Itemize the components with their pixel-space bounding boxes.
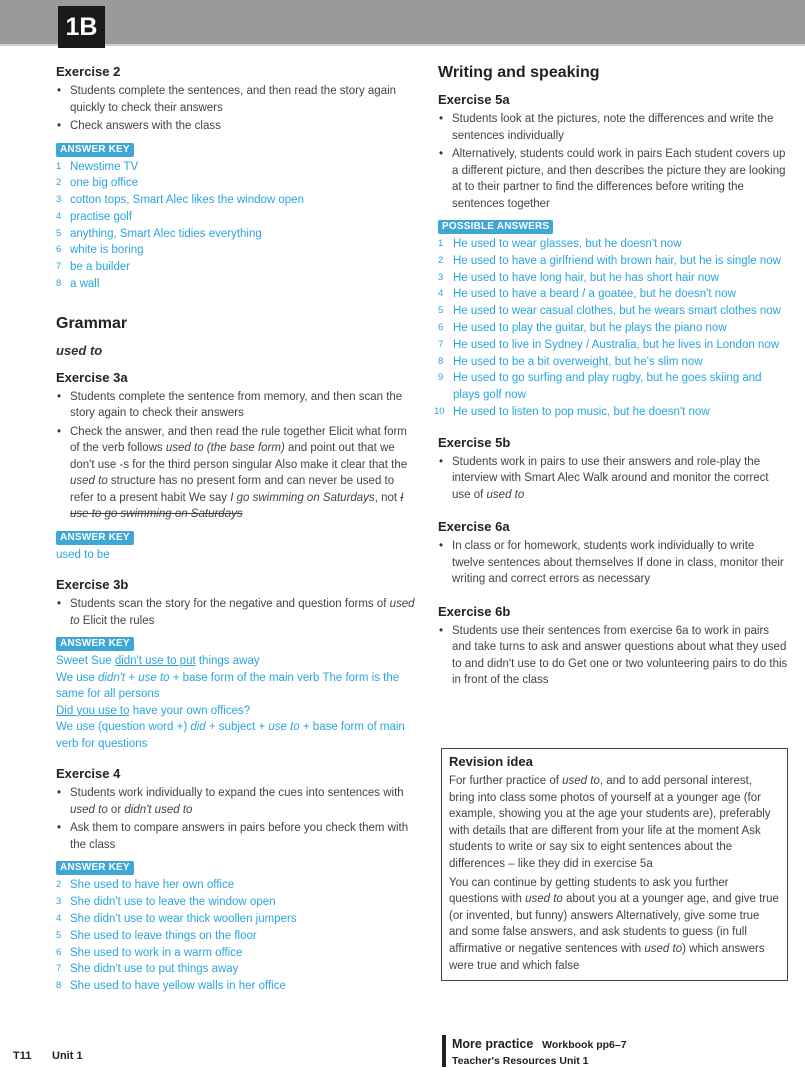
- bullet-item: • Alternatively, students could work in pairs Each student covers up a different picture, and then describes the picture they are looking at to their partner to find the differences before writing the sentences together: [438, 146, 790, 212]
- bullet-item: • Check the answer, and then read the rule together Elicit what form of the verb follows used to (the base form) and point out that we don't use -s for the third person singular Also make it clear that the used to structure has no present form and can never be used to refer to a present habit We say I go swimming on Saturdays, not I use to go swimming on Saturdays: [56, 424, 416, 523]
- answer-item: 6 white is boring: [56, 244, 144, 257]
- answer-item: 8 a wall: [56, 278, 100, 291]
- revision-idea-box: [441, 748, 788, 981]
- workbook-ref: Workbook pp6–7: [542, 1039, 627, 1051]
- unit-tab: 1B: [58, 6, 105, 48]
- answer-item: 4 He used to have a beard / a goatee, but he doesn't now: [438, 288, 736, 301]
- bullet-item: • Students work individually to expand the cues into sentences with used to or didn't used to: [56, 785, 416, 818]
- right-column: [434, 64, 790, 691]
- bullet-item: • Students work in pairs to use their answers and role-play the interview with Smart Alec Walk around and monitor the correct use of used to: [438, 454, 790, 504]
- exercise-3a: [56, 370, 416, 564]
- answer-item: 1 He used to wear glasses, but he doesn't now: [438, 238, 682, 250]
- answer-item: 3 He used to have long hair, but he has short hair now: [438, 271, 719, 284]
- revision-paragraph: You can continue by getting students to ask you further questions with used to about you at a younger age, and give true (or invented, but funny) answers Alternatively, give some true and some false answers, and ask students to guess (in full affirmative or negative sentences with used to) which answers were true and which false: [449, 876, 779, 972]
- bullet-item: • Students look at the pictures, note the differences and write the sentences individually: [438, 111, 790, 144]
- exercise-title: Exercise 3a: [56, 369, 128, 385]
- answer-item: 5 He used to wear casual clothes, but he wears smart clothes now: [438, 305, 781, 318]
- exercise-title: Exercise 6a: [438, 519, 510, 535]
- writing-speaking-heading: Writing and speaking: [438, 64, 600, 81]
- resources-ref: Teacher's Resources Unit 1: [452, 1055, 589, 1067]
- answer-item: 7 be a builder: [56, 261, 131, 274]
- header-bar: [0, 0, 805, 44]
- answer-item: 1 Newstime TV: [56, 160, 139, 173]
- answer-item: 8 She used to have yellow walls in her office: [56, 980, 286, 993]
- answer-item: 6 He used to play the guitar, but he plays the piano now: [438, 321, 727, 334]
- answer-line: Did you use to have your own offices?: [56, 704, 251, 717]
- bullet-item: • Check answers with the class: [56, 118, 416, 135]
- header-strip: [0, 44, 805, 46]
- bullet-item: • Ask them to compare answers in pairs before you check them with the class: [56, 820, 416, 853]
- answer-list: [56, 159, 416, 293]
- bullet-item: • Students complete the sentence from memory, and then scan the story again to check their answers: [56, 389, 416, 422]
- bullet-item: • In class or for homework, students work individually to write twelve sentences about themselves If done in class, monitor their writing and correct errors as necessary: [438, 538, 790, 588]
- answer-item: 5 anything, Smart Alec tidies everything: [56, 227, 262, 240]
- revision-title: Revision idea: [449, 754, 533, 769]
- answer-item: 9 He used to go surfing and play rugby, but he goes skiing and plays golf now: [438, 372, 762, 402]
- footer-unit: Unit 1: [52, 1050, 83, 1062]
- answer-item: 10 He used to listen to pop music, but he doesn't now: [434, 405, 710, 418]
- grammar-subtitle: used to: [56, 342, 103, 358]
- exercise-title: Exercise 4: [56, 766, 121, 782]
- answer-item: 4 She didn't use to wear thick woollen jumpers: [56, 912, 297, 925]
- answer-list: [434, 236, 790, 421]
- answer-item: 3 She didn't use to leave the window open: [56, 896, 276, 909]
- answer-item: 8 He used to be a bit overweight, but he's slim now: [438, 355, 703, 368]
- answer-line: We use didn't + use to + base form of the main verb The form is the same for all persons: [56, 671, 400, 701]
- answer-item: 2 She used to have her own office: [56, 879, 235, 892]
- answer-item: 4 practise golf: [56, 210, 133, 223]
- answer-line: Sweet Sue didn't use to put things away: [56, 655, 260, 668]
- exercise-3b: [56, 577, 416, 752]
- exercise-5b: [438, 435, 790, 504]
- more-practice-box: [442, 1035, 627, 1067]
- revision-paragraph: For further practice of used to, and to add personal interest, bring into class some photos of yourself at a younger age (for example, showing you at the age your students are), preferably with details that are different from your life at the moment Ask students to write or say six to eight sentences about the differences – like they did in exercise 5a: [449, 775, 771, 870]
- answer-key-badge: ANSWER KEY: [56, 637, 134, 651]
- answer-item: 3 cotton tops, Smart Alec likes the window open: [56, 194, 304, 207]
- answer-item: 5 She used to leave things on the floor: [56, 929, 257, 942]
- exercise-title: Exercise 3b: [56, 577, 129, 593]
- grammar-heading: Grammar: [56, 314, 128, 332]
- bullet-item: • Students complete the sentences, and then read the story again quickly to check their answers: [56, 83, 416, 116]
- answer-item: 7 She didn't use to put things away: [56, 963, 239, 976]
- page-number: T11: [13, 1050, 32, 1062]
- exercise-title: Exercise 5b: [438, 434, 511, 450]
- bullet-item: • Students use their sentences from exercise 6a to work in pairs and take turns to ask and answer questions about what they used to and didn't use to do Get one or two volunteering pairs to do this in front of the class: [438, 623, 790, 689]
- answer-item: 7 He used to live in Sydney / Australia, but he lives in London now: [438, 338, 780, 351]
- bullet-item: • Students scan the story for the negative and question forms of used to Elicit the rules: [56, 596, 416, 629]
- possible-answers-badge: POSSIBLE ANSWERS: [438, 220, 553, 234]
- exercise-title: Exercise 2: [56, 64, 121, 79]
- exercise-title: Exercise 6b: [438, 603, 511, 619]
- answer-text: used to be: [56, 548, 110, 561]
- answer-list: [56, 877, 416, 995]
- exercise-4: [56, 766, 416, 995]
- more-practice-label: More practice: [452, 1037, 534, 1051]
- exercise-6a: [438, 519, 790, 588]
- answer-item: 6 She used to work in a warm office: [56, 946, 243, 959]
- answer-item: 2 one big office: [56, 177, 139, 190]
- exercise-6b: [438, 604, 790, 689]
- exercise-5a: [434, 92, 790, 421]
- exercise-title: Exercise 5a: [438, 92, 510, 107]
- left-column: [56, 64, 416, 995]
- answer-key-badge: ANSWER KEY: [56, 143, 134, 157]
- exercise-2: [56, 64, 416, 293]
- answer-item: 2 He used to have a girlfriend with brown hair, but he is single now: [438, 254, 781, 267]
- answer-key-badge: ANSWER KEY: [56, 861, 134, 875]
- answer-key-badge: ANSWER KEY: [56, 531, 134, 545]
- answer-line: We use (question word +) did + subject + use to + base form of main verb for questions: [56, 721, 405, 750]
